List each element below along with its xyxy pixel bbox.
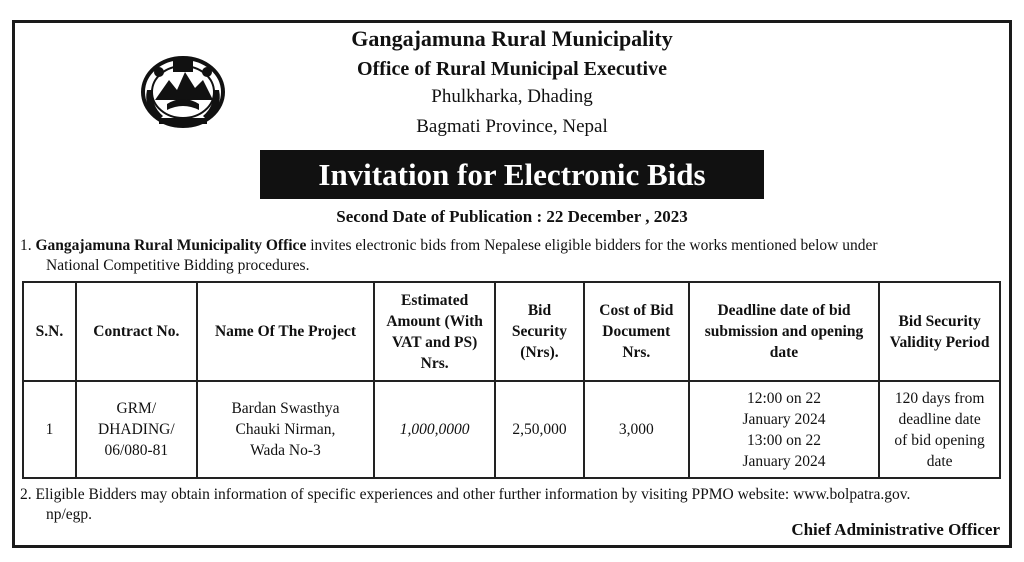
cell-security: 2,50,000	[495, 381, 584, 478]
paragraph-number: 1.	[20, 237, 32, 254]
province: Bagmati Province, Nepal	[416, 116, 608, 137]
col-header-amount: Estimated Amount (With VAT and PS) Nrs.	[374, 282, 495, 381]
cell-project-line: Wada No-3	[250, 442, 321, 459]
col-header-validity: Bid Security Validity Period	[879, 282, 1000, 381]
cell-validity-line: 120 days from	[894, 389, 985, 407]
cell-amount: 1,000,0000	[374, 381, 495, 478]
cell-project-line: Bardan Swasthya	[231, 400, 340, 417]
paragraph-number: 2.	[20, 486, 32, 503]
col-header-security: Bid Security (Nrs).	[495, 282, 584, 381]
col-header-cost: Cost of Bid Document Nrs.	[584, 282, 689, 381]
cell-deadline-line: 13:00 on 22	[746, 431, 822, 449]
cell-validity-line: deadline date	[898, 410, 981, 428]
cell-sn: 1	[23, 381, 76, 478]
cell-deadline	[689, 381, 879, 478]
office-name: Office of Rural Municipal Executive	[357, 58, 667, 80]
paragraph-text-cont: National Competitive Bidding procedures.	[46, 257, 310, 274]
cell-deadline-line: January 2024	[742, 410, 826, 428]
cell-deadline-line: January 2024	[742, 452, 826, 470]
cell-contract	[76, 381, 197, 478]
bids-table	[22, 281, 1001, 479]
cell-deadline-line: 12:00 on 22	[746, 389, 822, 407]
col-header-deadline: Deadline date of bid submission and opening date	[689, 282, 879, 381]
signature: Chief Administrative Officer	[791, 520, 1000, 539]
col-header-sn: S.N.	[23, 282, 76, 381]
cell-contract-line: DHADING/	[98, 421, 175, 438]
paragraph-text: invites electronic bids from Nepalese eligible bidders for the works mentioned below under	[306, 237, 878, 254]
table-header-row	[23, 282, 1000, 381]
org-name: Gangajamuna Rural Municipality	[351, 26, 673, 51]
paragraph-text-cont: np/egp.	[46, 506, 93, 523]
cell-cost: 3,000	[584, 381, 689, 478]
notice-title-banner: Invitation for Electronic Bids	[260, 150, 764, 199]
cell-project-line: Chauki Nirman,	[235, 421, 336, 438]
cell-validity	[879, 381, 1000, 478]
cell-project	[197, 381, 374, 478]
col-header-project: Name Of The Project	[197, 282, 374, 381]
cell-contract-line: GRM/	[116, 400, 157, 417]
table-row	[23, 381, 1000, 478]
cell-validity-line: date	[926, 452, 953, 470]
publication-date: Second Date of Publication : 22 December , 2023	[336, 207, 688, 226]
col-header-contract: Contract No.	[76, 282, 197, 381]
cell-validity-line: of bid opening	[894, 431, 985, 449]
cell-contract-line: 06/080-81	[104, 442, 169, 459]
paragraph-1	[20, 236, 1005, 276]
paragraph-text: Eligible Bidders may obtain information of specific experiences and other further information by visiting PPMO website: www.bolpatra.gov.	[35, 486, 911, 503]
location: Phulkharka, Dhading	[431, 86, 593, 107]
paragraph-2	[20, 485, 1005, 525]
paragraph-org: Gangajamuna Rural Municipality Office	[35, 237, 307, 254]
